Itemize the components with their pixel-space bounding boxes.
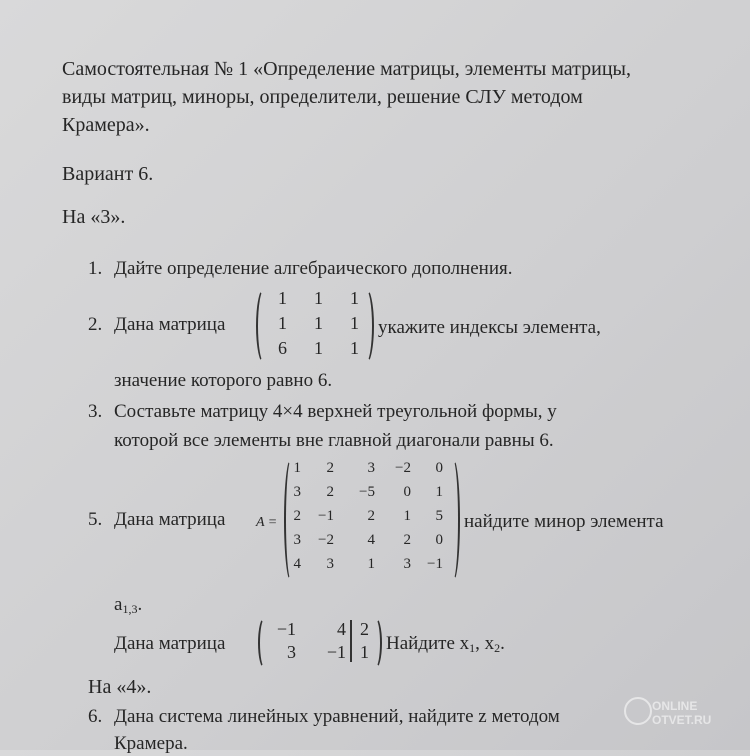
matrix-cell: 3 <box>293 532 301 548</box>
matrix-cell: 1 <box>350 313 359 333</box>
task-3-text: Составьте матрицу 4×4 верхней треугольной формы, у <box>114 401 557 422</box>
task-5-prefix: Дана матрица <box>114 509 226 530</box>
matrix-cell: 3 <box>287 642 296 662</box>
matrix-cell: 3 <box>326 556 334 572</box>
task-1 <box>88 257 512 281</box>
task-2-continuation: значение которого равно 6. <box>114 370 333 391</box>
matrix-cell: 4 <box>293 556 301 572</box>
title-line-1: Самостоятельная № 1 «Определение матрицы, элементы матрицы, <box>62 58 631 80</box>
extra-task-suffix-text: Найдите x <box>386 633 470 654</box>
matrix-2-right-bracket <box>358 288 374 364</box>
matrix-cell: 2 <box>403 532 411 548</box>
matrix-cell: −2 <box>318 532 334 548</box>
matrix-cell: 2 <box>367 508 375 524</box>
augmented-divider <box>350 620 352 662</box>
extra-task-suffix <box>386 632 505 660</box>
matrix-a-label: A = <box>256 515 278 530</box>
title-line-2: виды матриц, миноры, определители, решение СЛУ методом <box>62 86 583 108</box>
task-1-number: 1. <box>88 258 103 279</box>
matrix-cell: 1 <box>350 338 359 358</box>
task-3-line-1 <box>88 400 557 424</box>
rhs-cell: 1 <box>360 642 369 662</box>
task-5-element <box>114 593 142 621</box>
task-1-text: Дайте определение алгебраического дополнения. <box>114 258 513 279</box>
task-3-line-2: которой все элементы вне главной диагонали равны 6. <box>114 430 554 451</box>
matrix-cell: 1 <box>403 508 411 524</box>
task-2-prefix: Дана матрица <box>114 314 226 335</box>
matrix-cell: 1 <box>293 460 301 476</box>
matrix-cell: 3 <box>403 556 411 572</box>
extra-task-sep: , x <box>475 633 495 654</box>
matrix-cell: 4 <box>337 619 346 639</box>
element-letter: a <box>114 594 123 615</box>
matrix-cell: 1 <box>278 288 287 308</box>
matrix-cell: 1 <box>314 338 323 358</box>
task-5-number: 5. <box>88 509 103 530</box>
task-2-suffix: укажите индексы элемента, <box>378 317 601 338</box>
matrix-cell: 1 <box>314 313 323 333</box>
task-5-suffix: найдите минор элемента <box>464 511 664 532</box>
task-5-matrix <box>285 458 443 575</box>
watermark-logo-icon <box>624 697 652 725</box>
grade-4-heading: На «4». <box>88 676 152 698</box>
task-6-number: 6. <box>88 706 103 727</box>
matrix-cell: −2 <box>395 460 411 476</box>
task-2-number: 2. <box>88 314 103 335</box>
task-5-line <box>88 508 225 532</box>
matrix-cell: 2 <box>326 460 334 476</box>
task-2-matrix <box>265 288 359 358</box>
matrix-cell: 0 <box>403 484 411 500</box>
extra-task-end: . <box>500 633 505 654</box>
matrix-cell: 6 <box>278 338 287 358</box>
matrix-cell: 2 <box>326 484 334 500</box>
variant-label: Вариант 6. <box>62 163 154 185</box>
matrix-cell: −1 <box>276 619 296 639</box>
matrix-cell: 1 <box>367 556 375 572</box>
matrix-extra-right-bracket <box>369 617 382 669</box>
matrix-5-right-bracket <box>446 458 460 582</box>
watermark-line-1: ONLINE <box>652 699 698 713</box>
matrix-cell: −1 <box>326 642 346 662</box>
matrix-cell: 1 <box>350 288 359 308</box>
matrix-cell: 2 <box>293 508 301 524</box>
extra-task-rhs <box>355 619 369 662</box>
x1-subscript: 1 <box>469 641 476 655</box>
watermark <box>652 699 711 727</box>
grade-3-heading: На «3». <box>62 206 126 228</box>
matrix-cell: 0 <box>435 460 443 476</box>
watermark-line-2: OTVET.RU <box>652 713 712 727</box>
task-2-line-1 <box>88 313 225 337</box>
task-6-line-1 <box>88 705 560 729</box>
extra-task-matrix <box>262 619 346 662</box>
matrix-cell: 3 <box>293 484 301 500</box>
matrix-cell: 0 <box>435 532 443 548</box>
rhs-cell: 2 <box>360 619 369 639</box>
matrix-cell: 1 <box>435 484 443 500</box>
matrix-cell: 3 <box>367 460 375 476</box>
task-3-number: 3. <box>88 401 103 422</box>
element-subscript: 1,3 <box>122 602 138 616</box>
task-6-text: Дана система линейных уравнений, найдите z методом <box>114 706 560 727</box>
element-end: . <box>137 594 143 615</box>
matrix-cell: −5 <box>359 484 375 500</box>
extra-task-prefix: Дана матрица <box>114 633 226 654</box>
x2-subscript: 2 <box>494 641 501 655</box>
matrix-cell: −1 <box>318 508 334 524</box>
task-6-line-2: Крамера. <box>114 733 188 754</box>
matrix-cell: 5 <box>435 508 443 524</box>
matrix-cell: 1 <box>314 288 323 308</box>
matrix-cell: −1 <box>427 556 443 572</box>
matrix-cell: 1 <box>278 313 287 333</box>
matrix-cell: 4 <box>367 532 375 548</box>
title-line-3: Крамера». <box>62 114 150 136</box>
